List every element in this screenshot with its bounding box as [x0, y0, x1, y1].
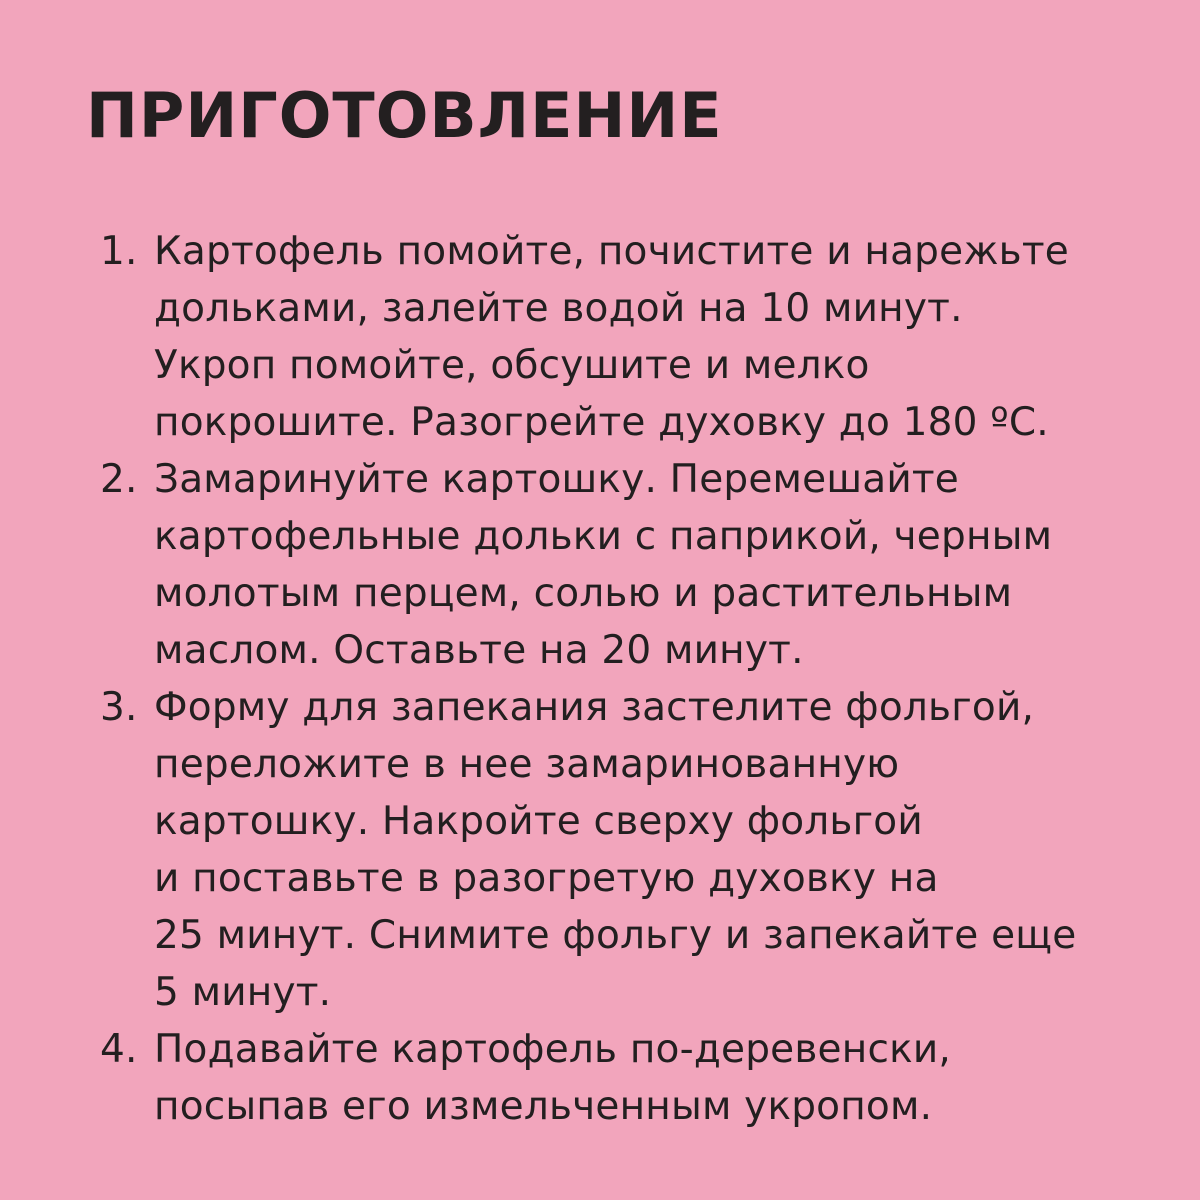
- step-line: посыпав его измельченным укропом.: [154, 1084, 933, 1129]
- step-item: [100, 1021, 1160, 1135]
- step-line: и поставьте в разогретую духовку на: [154, 856, 939, 901]
- step-text: [154, 223, 1160, 451]
- step-line: переложите в нее замаринованную: [154, 742, 900, 787]
- step-line: Укроп помойте, обсушите и мелко: [154, 343, 870, 388]
- step-number: 3.: [100, 685, 138, 730]
- step-line: Картофель помойте, почистите и нарежьте: [154, 229, 1069, 274]
- step-line: дольками, залейте водой на 10 минут.: [154, 286, 963, 331]
- step-number: 2.: [100, 457, 138, 502]
- step-item: [100, 451, 1160, 679]
- step-text: [154, 451, 1160, 679]
- step-text: [154, 1021, 1160, 1135]
- step-number: 1.: [100, 229, 138, 274]
- step-line: покрошите. Разогрейте духовку до 180 ºС.: [154, 400, 1049, 445]
- step-line: маслом. Оставьте на 20 минут.: [154, 628, 804, 673]
- step-number: 4.: [100, 1027, 138, 1072]
- step-text: [154, 679, 1160, 1021]
- step-line: Замаринуйте картошку. Перемешайте: [154, 457, 959, 502]
- step-line: Подавайте картофель по-деревенски,: [154, 1027, 951, 1072]
- step-line: картошку. Накройте сверху фольгой: [154, 799, 923, 844]
- step-item: [100, 679, 1160, 1021]
- step-line: молотым перцем, солью и растительным: [154, 571, 1013, 616]
- step-item: [100, 223, 1160, 451]
- page-title: ПРИГОТОВЛЕНИЕ: [86, 79, 723, 152]
- step-line: 25 минут. Снимите фольгу и запекайте еще: [154, 913, 1077, 958]
- steps-list: [100, 223, 1160, 1135]
- step-line: Форму для запекания застелите фольгой,: [154, 685, 1035, 730]
- step-line: 5 минут.: [154, 970, 332, 1015]
- step-line: картофельные дольки с паприкой, черным: [154, 514, 1053, 559]
